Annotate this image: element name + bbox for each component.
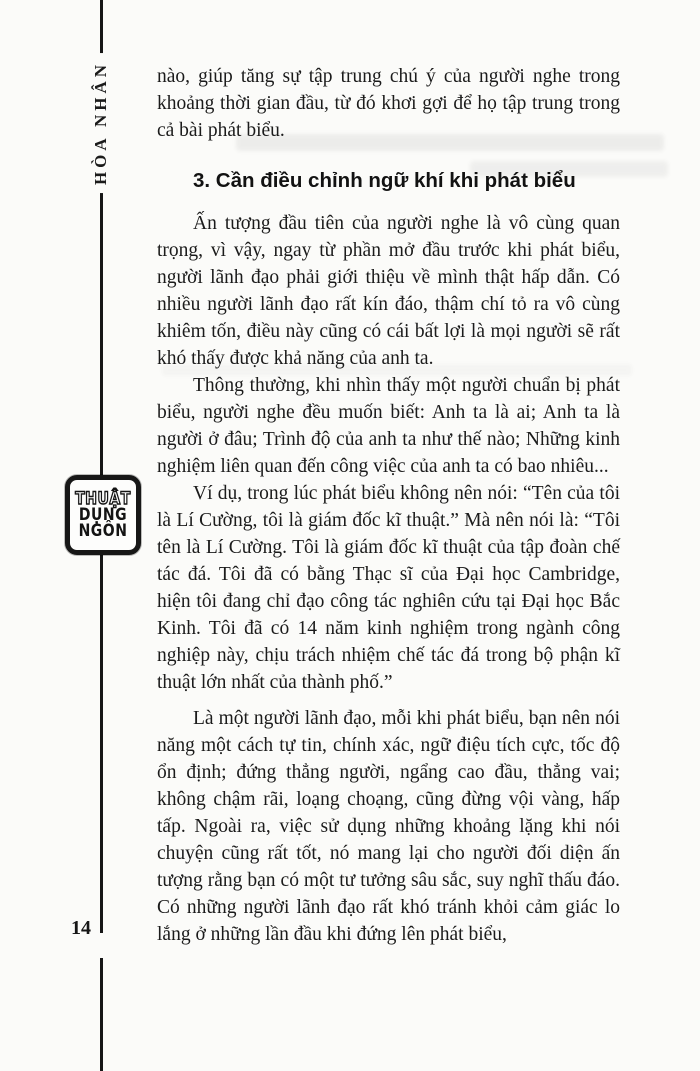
body-paragraph: nào, giúp tăng sự tập trung chú ý của người nghe trong khoảng thời gian đầu, từ đó khơi gợi để họ tập trung trong cả bài phát biểu. bbox=[157, 66, 620, 141]
stamp-line: THUẬT bbox=[75, 489, 131, 509]
body-paragraph: Ấn tượng đầu tiên của người nghe là vô cùng quan trọng, vì vậy, ngay từ phần mở đầu trước khi phát biểu, người lãnh đạo phải giới thiệu về mình thật hấp dẫn. Có nhiều người lãnh đạo rất kín đáo, thậm chí tỏ ra vô cùng khiêm tốn, điều này cũng có cái bất lợi là mọi người sẽ rất khó thấy được khả năng của anh ta. bbox=[157, 213, 620, 369]
stamp-line: NGÔN bbox=[78, 521, 128, 541]
publisher-stamp-seal bbox=[65, 475, 141, 555]
text-column bbox=[157, 63, 620, 948]
body-paragraph: Ví dụ, trong lúc phát biểu không nên nói: “Tên của tôi là Lí Cường, tôi là giám đốc kĩ thuật.” Mà nên nói là: “Tôi tên là Lí Cường. Tôi là giám đốc kĩ thuật của tập đoàn chế tác đá. Tôi đã có bằng Thạc sĩ của Đại học Cambridge, hiện tôi đang chỉ đạo công tác nghiên cứu tại Đại học Bắc Kinh. Tôi đã có 14 năm kinh nghiệm trong ngành công nghiệp này, chịu trách nhiệm chế tác đá trong bộ phận kĩ thuật lớn nhất của thành phố.” bbox=[157, 483, 620, 693]
body-paragraph: Là một người lãnh đạo, mỗi khi phát biểu, bạn nên nói năng một cách tự tin, chính xác, ngữ điệu tích cực, tốc độ ổn định; đứng thẳng người, ngẩng cao đầu, thẳng vai; không chậm rãi, loạng choạng, cũng đừng vội vàng, hấp tấp. Ngoài ra, việc sử dụng những khoảng lặng khi nói chuyện cũng rất tốt, nó mang lại cho người đối diện ấn tượng rằng bạn có một tư tưởng sâu sắc, suy nghĩ thấu đáo. Có những người lãnh đạo rất khó tránh khỏi cảm giác lo lắng ở những lần đầu khi đứng lên phát biểu, bbox=[157, 708, 620, 945]
margin-rule-segment bbox=[100, 0, 103, 57]
margin-author-label: HÒA NHÂN bbox=[91, 53, 111, 193]
body-paragraph: Thông thường, khi nhìn thấy một người chuẩn bị phát biểu, người nghe đều muốn biết: Anh ta là ai; Anh ta là người ở đâu; Trình độ của anh ta như thế nào; Những kinh nghiệm liên quan đến công việc của anh ta có bao nhiêu... bbox=[157, 375, 620, 477]
margin-rule-segment bbox=[100, 958, 103, 1071]
page-number: 14 bbox=[68, 917, 94, 940]
stamp-line: DỤNG bbox=[78, 505, 128, 525]
margin-rule-segment bbox=[100, 190, 103, 933]
section-heading: 3. Cần điều chỉnh ngữ khí khi phát biểu bbox=[193, 169, 576, 192]
